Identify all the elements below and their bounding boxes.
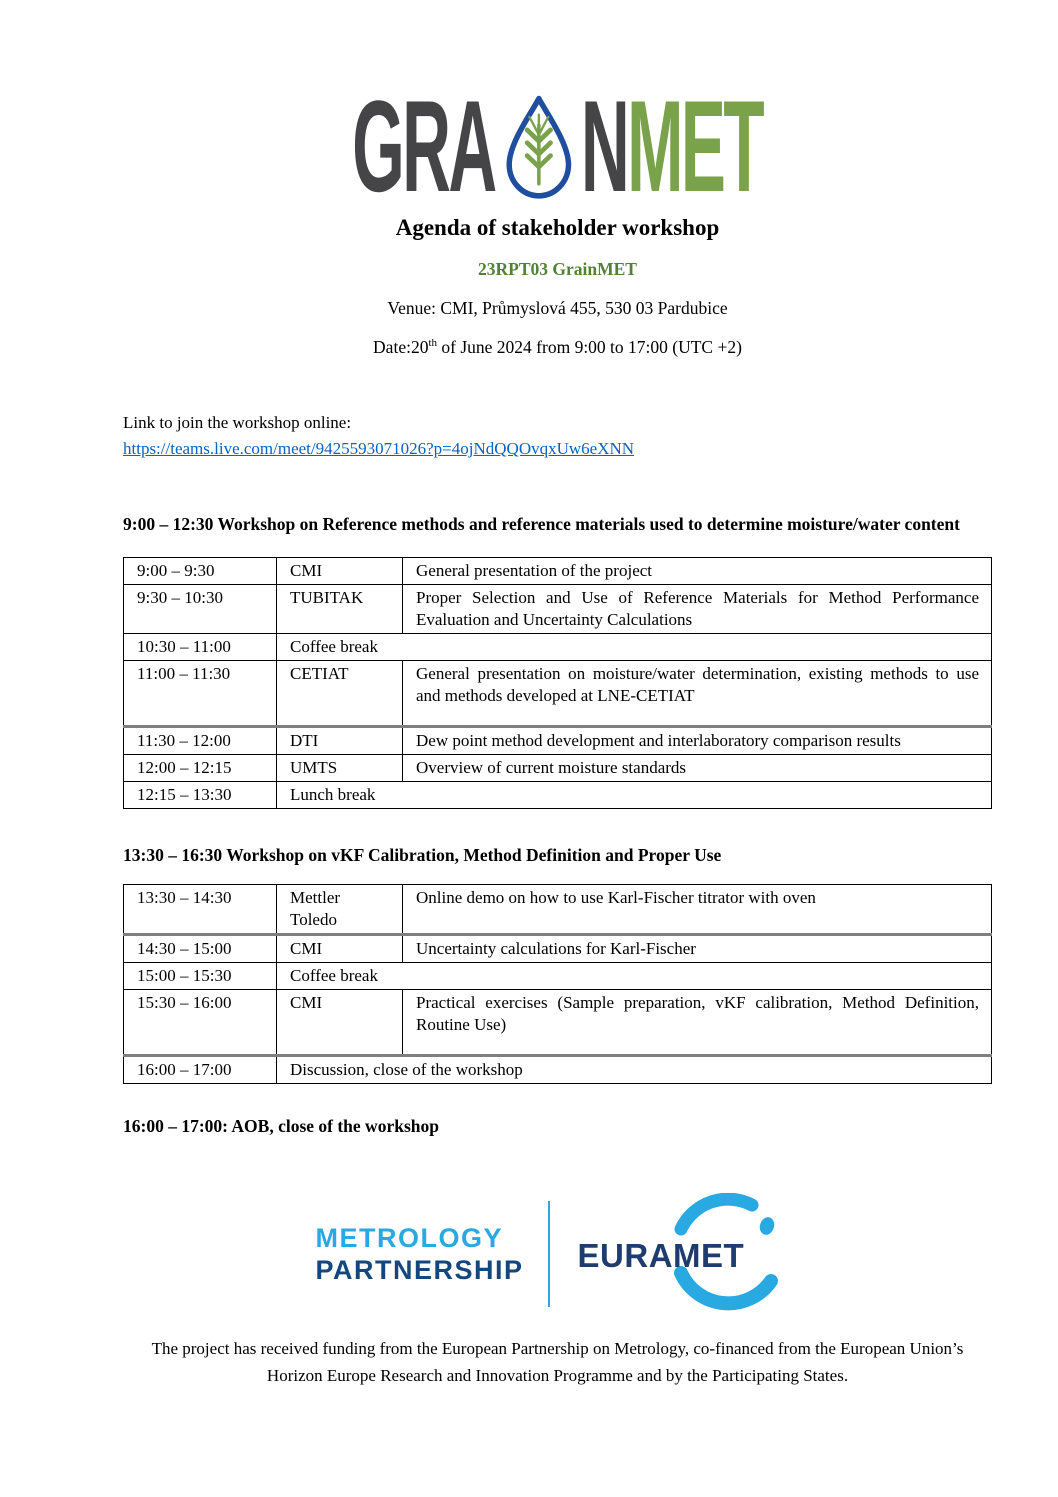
- desc-cell: General presentation on moisture/water determination, existing methods to use and methods developed at LNE-CETIAT: [403, 661, 992, 727]
- logo-text-gra: GRA: [352, 72, 495, 219]
- break-cell: Lunch break: [277, 782, 992, 809]
- table-row: [124, 585, 992, 634]
- break-cell: Coffee break: [277, 634, 992, 661]
- table-row: [124, 558, 992, 585]
- org-cell: CMI: [277, 558, 403, 585]
- date-prefix: Date:20: [373, 337, 429, 357]
- time-cell: 10:30 – 11:00: [124, 634, 277, 661]
- date-line: [123, 336, 992, 358]
- footer-logos: [123, 1193, 992, 1315]
- desc-cell: General presentation of the project: [403, 558, 992, 585]
- time-cell: 12:00 – 12:15: [124, 755, 277, 782]
- droplet-wheat-icon: [500, 93, 578, 199]
- link-label: Link to join the workshop online:: [123, 413, 352, 432]
- time-cell: 15:00 – 15:30: [124, 963, 277, 990]
- time-cell: 16:00 – 17:00: [124, 1056, 277, 1084]
- project-code: 23RPT03 GrainMET: [478, 259, 637, 279]
- venue-line: Venue: CMI, Průmyslová 455, 530 03 Pardubice: [387, 298, 728, 318]
- desc-cell: Uncertainty calculations for Karl-Fischer: [403, 935, 992, 963]
- table-row: [124, 935, 992, 963]
- agenda-table-morning: [123, 557, 992, 809]
- desc-cell: Practical exercises (Sample preparation, vKF calibration, Method Definition, Routine Use): [403, 990, 992, 1056]
- table-row: [124, 885, 992, 935]
- table-row: [124, 990, 992, 1056]
- desc-cell: Proper Selection and Use of Reference Materials for Method Performance Evaluation and Uncertainty Calculations: [403, 585, 992, 634]
- time-cell: 12:15 – 13:30: [124, 782, 277, 809]
- agenda-table-afternoon: [123, 884, 992, 1084]
- funding-statement: The project has received funding from the European Partnership on Metrology, co-financed from the European Union’s Horizon Europe Research and Innovation Programme and by the Participating States.: [151, 1339, 964, 1385]
- time-cell: 11:30 – 12:00: [124, 727, 277, 755]
- session-1-heading: 9:00 – 12:30 Workshop on Reference methods and reference materials used to determine moisture/water content: [123, 514, 960, 534]
- time-cell: 13:30 – 14:30: [124, 885, 277, 935]
- break-cell: Coffee break: [277, 963, 992, 990]
- grainmet-logo: [123, 72, 992, 219]
- time-cell: 9:30 – 10:30: [124, 585, 277, 634]
- table-row: [124, 755, 992, 782]
- euramet-word: EURAMET: [577, 1237, 745, 1274]
- document-content: [123, 72, 992, 1389]
- partnership-word: PARTNERSHIP: [315, 1255, 524, 1285]
- session-2-heading: 13:30 – 16:30 Workshop on vKF Calibration, Method Definition and Proper Use: [123, 845, 722, 865]
- time-cell: 15:30 – 16:00: [124, 990, 277, 1056]
- org-cell: TUBITAK: [277, 585, 403, 634]
- org-cell: CMI: [277, 935, 403, 963]
- date-suffix: of June 2024 from 9:00 to 17:00 (UTC +2): [437, 337, 742, 357]
- metrology-word: METROLOGY: [315, 1223, 503, 1253]
- desc-cell: Overview of current moisture standards: [403, 755, 992, 782]
- break-cell: Discussion, close of the workshop: [277, 1056, 992, 1084]
- metrology-partnership-logo: [315, 1222, 523, 1286]
- org-cell: CETIAT: [277, 661, 403, 727]
- table-row: [124, 661, 992, 727]
- logo-text-met: MET: [627, 72, 763, 219]
- table-row: [124, 634, 992, 661]
- date-superscript: th: [428, 337, 438, 350]
- time-cell: 9:00 – 9:30: [124, 558, 277, 585]
- desc-cell: Online demo on how to use Karl-Fischer titrator with oven: [403, 885, 992, 935]
- page-title: Agenda of stakeholder workshop: [395, 215, 720, 240]
- workshop-join-link[interactable]: https://teams.live.com/meet/9425593071026?p=4ojNdQQOvqxUw6eXNN: [123, 439, 635, 458]
- link-block: [123, 410, 992, 462]
- time-cell: 14:30 – 15:00: [124, 935, 277, 963]
- time-cell: 11:00 – 11:30: [124, 661, 277, 727]
- closing-note: 16:00 – 17:00: AOB, close of the workshop: [123, 1116, 439, 1136]
- org-cell: DTI: [277, 727, 403, 755]
- table-row: [124, 782, 992, 809]
- org-cell: CMI: [277, 990, 403, 1056]
- table-row: [124, 963, 992, 990]
- logo-text-n: N: [581, 72, 628, 219]
- org-cell: Mettler Toledo: [277, 885, 403, 935]
- logo-divider: [548, 1201, 550, 1307]
- table-row: [124, 727, 992, 755]
- euramet-logo: [578, 1193, 800, 1315]
- org-cell: UMTS: [277, 755, 403, 782]
- desc-cell: Dew point method development and interlaboratory comparison results: [403, 727, 992, 755]
- table-row: [124, 1056, 992, 1084]
